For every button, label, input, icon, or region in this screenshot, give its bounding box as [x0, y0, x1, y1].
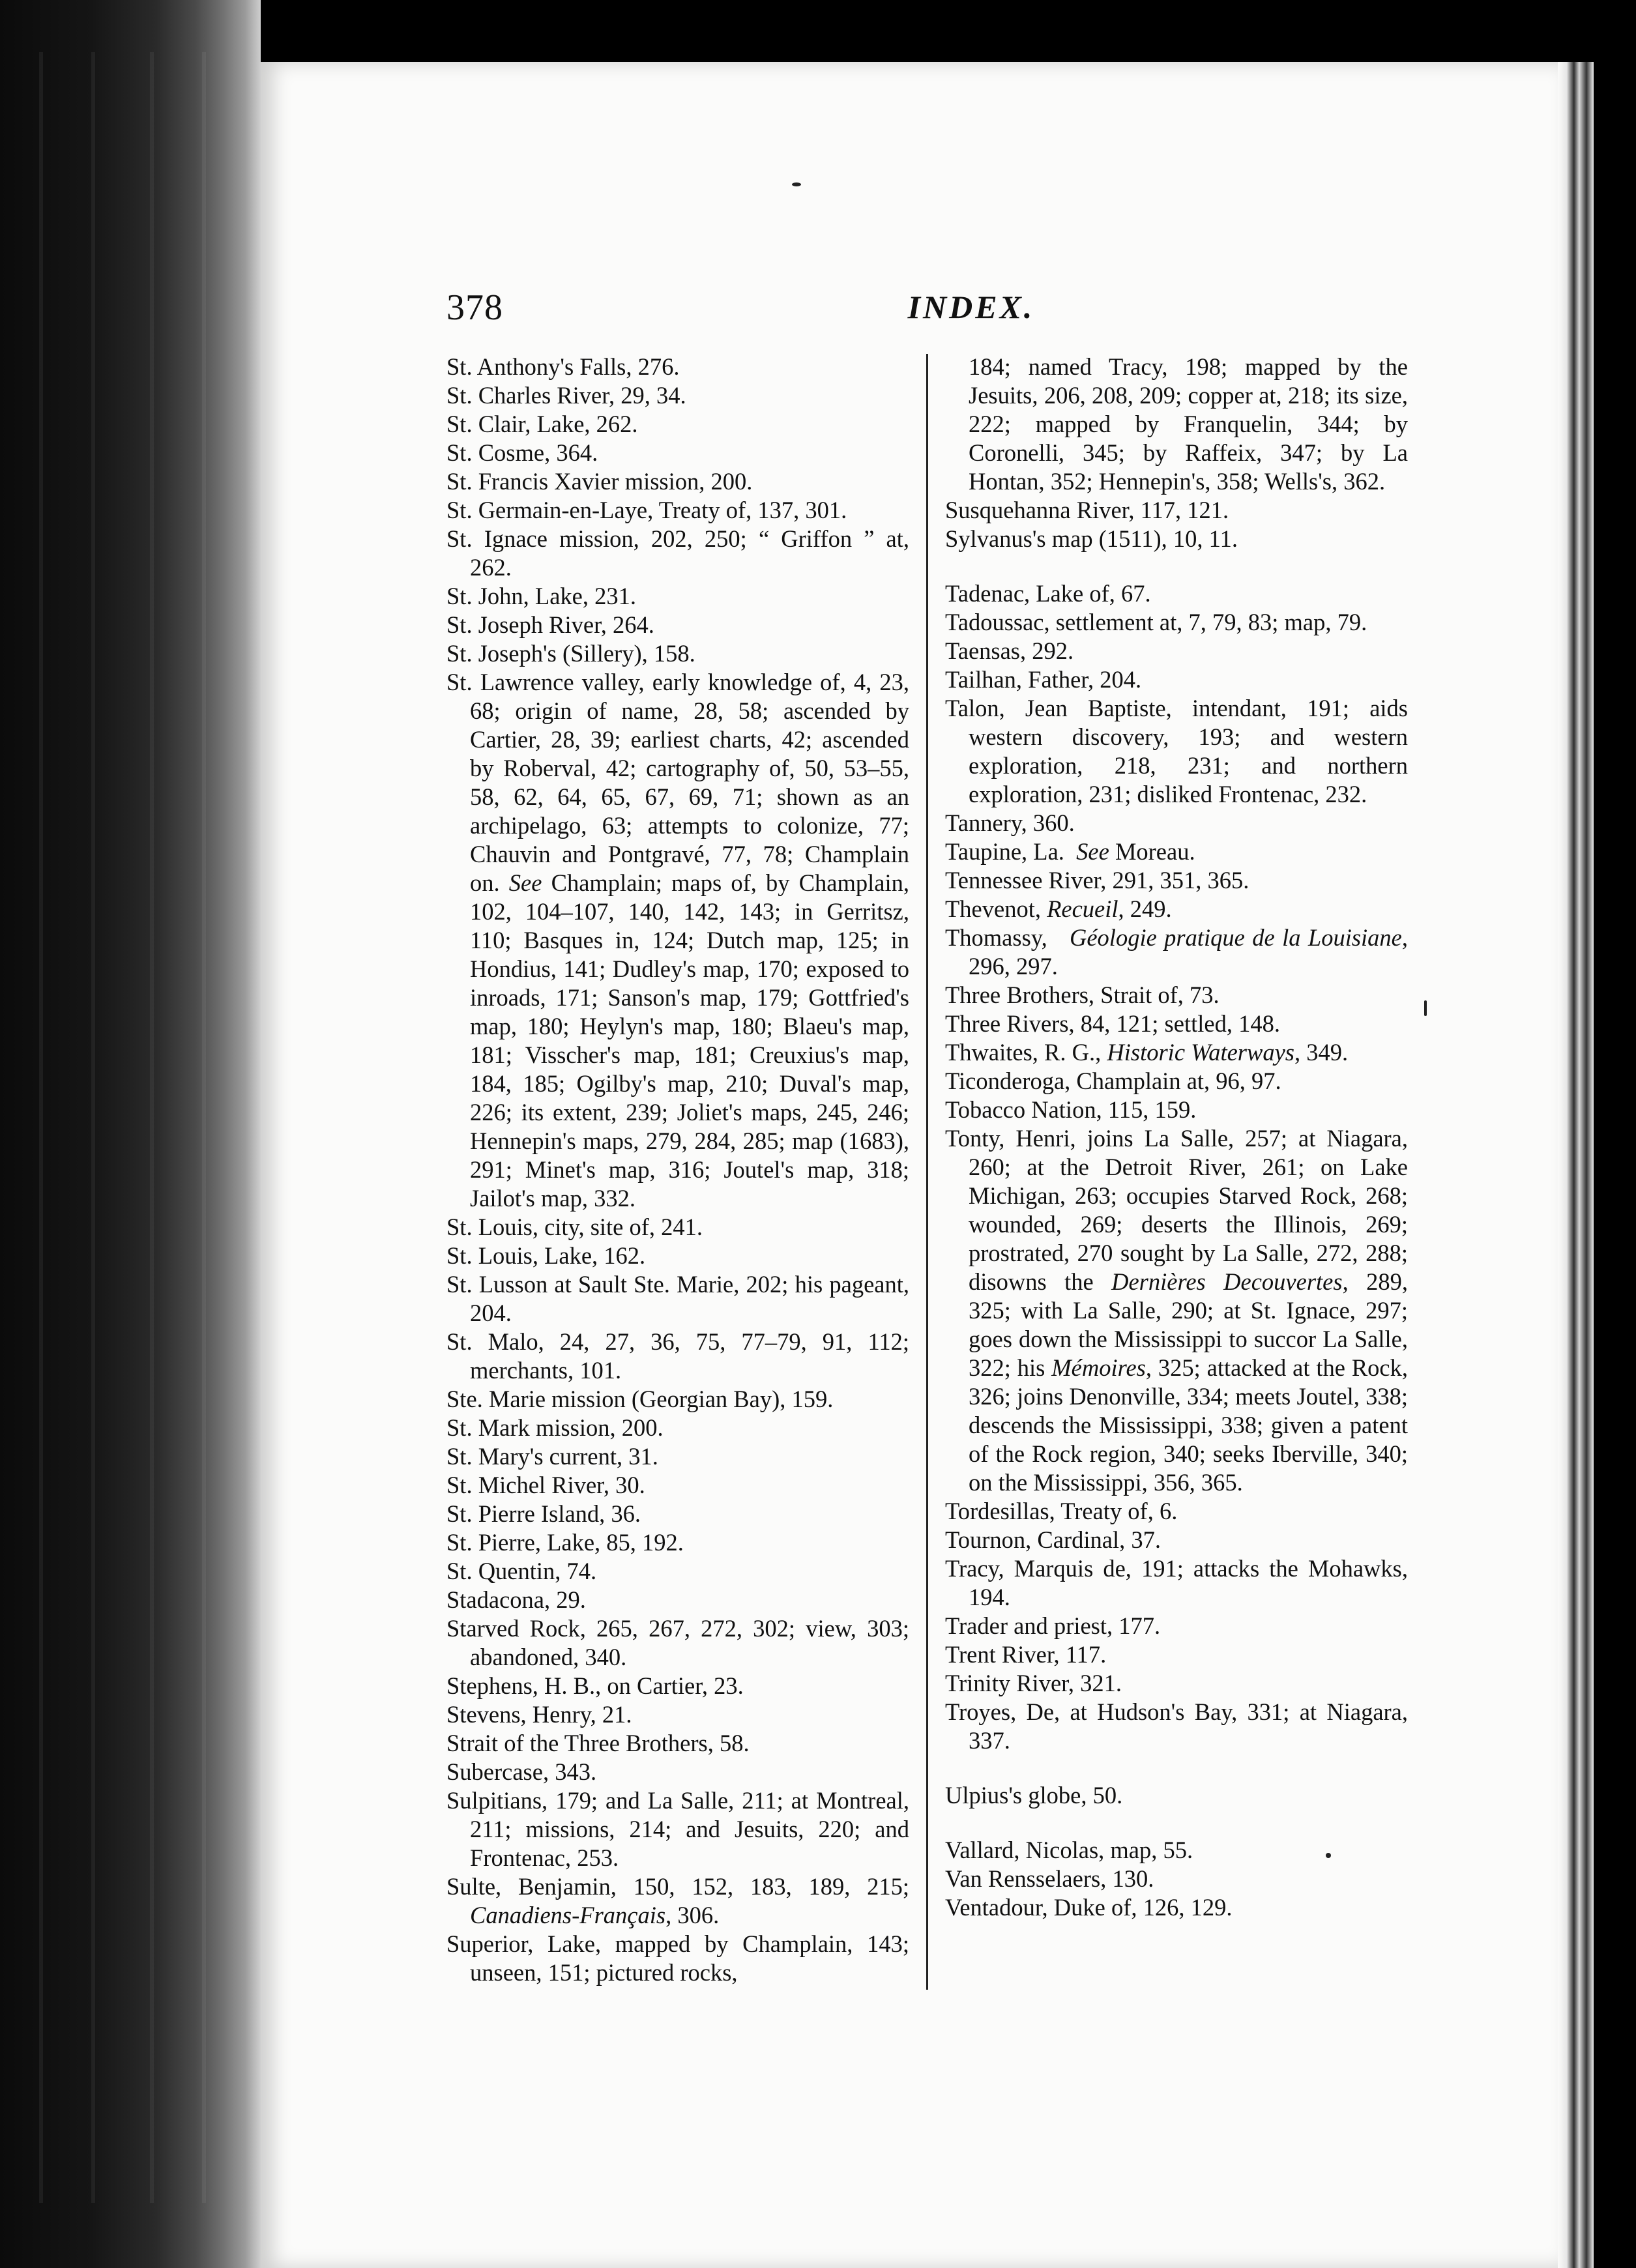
index-entry-title: Recueil — [1047, 895, 1118, 922]
index-entry: Tannery, 360. — [945, 809, 1075, 836]
index-entry: Sylvanus's map (1511), 10, 11. — [945, 525, 1238, 552]
index-entry: St. Clair, Lake, 262. — [446, 411, 638, 437]
index-entry: St. Louis, Lake, 162. — [446, 1242, 646, 1269]
index-entry: Tadoussac, settlement at, 7, 79, 83; map, 79. — [945, 609, 1367, 635]
index-entry: Tordesillas, Treaty of, 6. — [945, 1498, 1178, 1524]
index-entry: Sulpitians, 179; and La Salle, 211; at Montreal, 211; missions, 214; and Jesuits, 220; and Frontenac, 253. — [446, 1787, 909, 1871]
index-entry-text: Thevenot, — [945, 895, 1041, 922]
page-number: 378 — [446, 287, 503, 328]
index-entry-text: Moreau. — [1115, 838, 1195, 865]
index-entry: Troyes, De, at Hudson's Bay, 331; at Niagara, 337. — [945, 1698, 1408, 1754]
index-entry: St. Anthony's Falls, 276. — [446, 353, 680, 380]
index-entry-taupine — [945, 837, 1408, 866]
index-entry: Tobacco Nation, 115, 159. — [945, 1096, 1197, 1123]
index-entry: St. Mary's current, 31. — [446, 1443, 658, 1470]
index-column-left — [446, 353, 909, 1987]
index-entry-title: Géologie pratique de la Louisiane — [1070, 924, 1402, 951]
book-page — [261, 62, 1558, 2268]
index-entry: Starved Rock, 265, 267, 272, 302; view, 303; abandoned, 340. — [446, 1615, 909, 1670]
index-entry: St. Germain-en-Laye, Treaty of, 137, 301. — [446, 497, 847, 523]
index-entry: Tracy, Marquis de, 191; attacks the Mohawks, 194. — [945, 1555, 1408, 1610]
running-head — [446, 287, 1261, 332]
print-speck — [1326, 1853, 1331, 1858]
print-speck — [1424, 1000, 1427, 1016]
index-entry: Stevens, Henry, 21. — [446, 1701, 632, 1728]
index-entry: St. Pierre, Lake, 85, 192. — [446, 1529, 684, 1556]
index-entry-thwaites — [945, 1038, 1408, 1067]
index-entry-thomassy — [945, 923, 1408, 981]
index-entry-title: Canadiens-Français — [470, 1902, 666, 1928]
index-entry: Trinity River, 321. — [945, 1670, 1122, 1696]
index-entry: Ulpius's globe, 50. — [945, 1782, 1123, 1809]
index-entry: St. Joseph's (Sillery), 158. — [446, 640, 695, 667]
index-entry-title: Historic Waterways — [1107, 1039, 1294, 1066]
index-entry: Trader and priest, 177. — [945, 1612, 1161, 1639]
index-entry-text: , 289, 325; with La Salle, 290; at St. Ignace, 297; goes down the Mississippi to succor La Salle, 322; his — [969, 1268, 1409, 1381]
index-entry-text: , 306. — [665, 1902, 720, 1928]
index-entry: Stephens, H. B., on Cartier, 23. — [446, 1672, 744, 1699]
index-entry: Three Rivers, 84, 121; settled, 148. — [945, 1010, 1280, 1037]
index-entry: St. Malo, 24, 27, 36, 75, 77–79, 91, 112; merchants, 101. — [446, 1328, 909, 1384]
index-entry: Strait of the Three Brothers, 58. — [446, 1730, 750, 1756]
index-entry-text: Thwaites, R. G., — [945, 1039, 1102, 1066]
book-spine-shadow — [0, 0, 261, 2268]
index-entry: Three Brothers, Strait of, 73. — [945, 981, 1220, 1008]
see-reference: See — [508, 869, 542, 896]
index-entry: St. Quentin, 74. — [446, 1558, 597, 1584]
index-entry: St. John, Lake, 231. — [446, 583, 636, 609]
column-divider — [926, 354, 928, 1990]
index-entry: Stadacona, 29. — [446, 1586, 586, 1613]
index-entry: Subercase, 343. — [446, 1758, 597, 1785]
index-entry: Tennessee River, 291, 351, 365. — [945, 867, 1249, 894]
index-entry-st-lawrence — [446, 668, 909, 1213]
see-reference: See — [1076, 838, 1109, 865]
index-entry-sulte — [446, 1872, 909, 1930]
index-entry: St. Ignace mission, 202, 250; “ Griffon ” at, 262. — [446, 525, 909, 581]
index-entry-text: , 325; attacked at the Rock, 326; joins Denonville, 334; meets Joutel, 338; descends the Mississippi, 338; given a patent of the Rock region, 340; seeks Iberville, 340; on the Mississippi, 356, 365. — [969, 1354, 1409, 1496]
index-entry-text: Sulte, Benjamin, 150, 152, 183, 189, 215; — [446, 1873, 909, 1900]
index-entry: Susquehanna River, 117, 121. — [945, 497, 1229, 523]
index-entry: Tournon, Cardinal, 37. — [945, 1526, 1161, 1553]
index-entry: Superior, Lake, mapped by Champlain, 143; unseen, 151; pictured rocks, — [446, 1930, 909, 1986]
index-entry: St. Cosme, 364. — [446, 439, 598, 466]
index-entry: Taensas, 292. — [945, 637, 1074, 664]
index-entry-title: Mémoires — [1051, 1354, 1146, 1381]
index-entry: Trent River, 117. — [945, 1641, 1107, 1668]
index-entry-continued: 184; named Tracy, 198; mapped by the Jesuits, 206, 208, 209; copper at, 218; its size, 222; mapped by Franquelin, 344; by Coronelli, 345; by Raffeix, 347; by La Hontan, 352; Hennepin's, 358; Wells's, 362. — [969, 353, 1408, 495]
index-entry: St. Mark mission, 200. — [446, 1414, 664, 1441]
index-entry-text: , 249. — [1118, 895, 1172, 922]
index-entry: St. Pierre Island, 36. — [446, 1500, 641, 1527]
index-entry: St. Michel River, 30. — [446, 1472, 645, 1498]
index-entry: St. Francis Xavier mission, 200. — [446, 468, 753, 495]
index-entry: Vallard, Nicolas, map, 55. — [945, 1837, 1193, 1863]
index-entry: St. Charles River, 29, 34. — [446, 382, 686, 409]
index-entry: Ventadour, Duke of, 126, 129. — [945, 1894, 1233, 1921]
index-entry: St. Louis, city, site of, 241. — [446, 1214, 703, 1240]
index-entry-text: , 349. — [1294, 1039, 1349, 1066]
index-entry: Talon, Jean Baptiste, intendant, 191; aids western discovery, 193; and western exploration, 218, 231; and northern exploration, 231; disliked Frontenac, 232. — [945, 695, 1408, 807]
index-entry: Tailhan, Father, 204. — [945, 666, 1142, 693]
index-entry-text: Champlain; maps of, by Champlain, 102, 104–107, 140, 142, 143; in Gerritsz, 110; Basques in, 124; Dutch map, 125; in Hondius, 141; Dudley's map, 170; exposed to inroads, 171; Sanson's map, 179; Gottfried's map, 180; Heylyn's map, 180; Blaeu's map, 181; Visscher's map, 181; Creuxius's map, 184, 185; Ogilby's map, 210; Duval's map, 226; its extent, 239; Joliet's maps, 245, 246; Hennepin's maps, 279, 284, 285; map (1683), 291; Minet's map, 316; Joutel's map, 318; Jailot's map, 332. — [470, 869, 909, 1212]
index-entry-text: , 296, 297. — [969, 924, 1409, 980]
page-title: INDEX. — [907, 289, 1035, 325]
page-edge-shadow — [1558, 62, 1594, 2268]
index-entry: Ste. Marie mission (Georgian Bay), 159. — [446, 1386, 834, 1412]
index-entry: St. Lusson at Sault Ste. Marie, 202; his pageant, 204. — [446, 1271, 909, 1326]
index-entry: St. Joseph River, 264. — [446, 611, 654, 638]
index-entry: Ticonderoga, Champlain at, 96, 97. — [945, 1068, 1281, 1094]
index-entry-title: Dernières Decouvertes — [1111, 1268, 1343, 1295]
print-speck — [792, 182, 801, 186]
index-entry-text: Tonty, Henri, joins La Salle, 257; at Niagara, 260; at the Detroit River, 261; on Lake Michigan, 263; occupies Starved Rock, 268; wounded, 269; deserts the Illinois, 269; prostrated, 270 sought by La Salle, 272, 288; disowns the — [945, 1125, 1408, 1295]
index-column-right — [945, 353, 1408, 1922]
index-entry: Van Rensselaers, 130. — [945, 1865, 1154, 1892]
index-entry-text: Taupine, La. — [945, 838, 1064, 865]
index-entry-text: St. Lawrence valley, early knowledge of, 4, 23, 68; origin of name, 28, 58; ascended by Cartier, 28, 39; earliest charts, 42; ascended by Roberval, 42; cartography of, 50, 53–55, 58, 62, 64, 65, 67, 69, 71; shown as an archipelago, 63; attempts to colonize, 77; Chauvin and Pontgravé, 77, 78; Champlain on. — [446, 669, 909, 896]
index-entry-thevenot — [945, 895, 1408, 923]
index-entry: Tadenac, Lake of, 67. — [945, 580, 1151, 607]
index-entry-text: Thomassy, — [945, 924, 1047, 951]
index-entry-tonty — [945, 1124, 1408, 1497]
